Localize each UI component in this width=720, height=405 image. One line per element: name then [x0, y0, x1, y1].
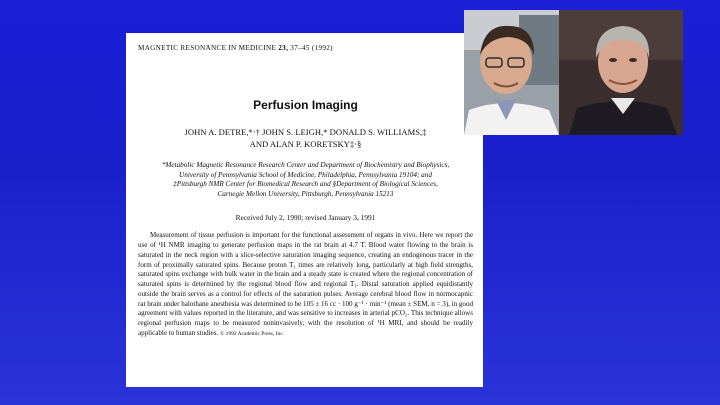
journal-name: MAGNETIC RESONANCE IN MEDICINE — [138, 44, 277, 52]
paper-title: Perfusion Imaging — [253, 98, 358, 112]
affiliation-line: Carnegie Mellon University, Pittsburgh, Pennsylvania 15213 — [217, 189, 394, 198]
affiliation-line: University of Pennsylvania School of Medicine, Philadelphia, Pennsylvania 19104; and — [179, 170, 432, 179]
journal-header — [138, 44, 473, 52]
journal-volume: 23, — [278, 44, 289, 52]
affiliation-line: *Metabolic Magnetic Resonance Research Center and Department of Biochemistry and Biophysics, — [161, 161, 450, 169]
abstract-text: Measurement of tissue perfusion is important for the functional assessment of organs in vivo. Here we report the use of ¹H NMR imaging to generate perfusion maps in the rat brain at 4.7 T. Blood water flowing to the brain is saturated in the neck region with a slice-selective saturation imaging sequence, creating an endogenous tracer in the form of proximally saturated spins. Because proton T₁ times are relatively long, particularly at high field strengths, saturated spins exchange with bulk water in the brain and a steady state is created where the regional concentration of saturated spins is determined by the regional blood flow and regional T₁. Distal saturation applied equidistantly outside the brain serves as a control for effects of the saturation pulses. Average cerebral blood flow in normocapnic rat brain under halothane anesthesia was determined to be 105 ± 16 cc · 100 g⁻¹ · min⁻¹ (mean ± SEM, n = 3), in good agreement with values reported in the literature, and was sensitive to increases in arterial pCO₂. This technique allows regional perfusion maps to be measured noninvasively, with the resolution of ¹H MRI, and should be readily applicable to human studies. — [138, 231, 473, 337]
author-photo-left — [464, 10, 559, 135]
portrait-photo — [464, 10, 559, 135]
affiliation-line: ‡Pittsburgh NMR Center for Biomedical Research and §Department of Biological Sciences, — [173, 180, 438, 189]
affiliations — [138, 161, 473, 199]
authors-line-2: AND ALAN P. KORETSKY‡·§ — [249, 139, 362, 149]
copyright: © 1992 Academic Press, Inc. — [220, 330, 285, 337]
portrait-photo — [559, 10, 683, 135]
author-photo-right — [559, 10, 683, 135]
authors-line-1: JOHN A. DETRE,*·† JOHN S. LEIGH,* DONALD S. WILLIAMS,‡ — [184, 127, 427, 137]
journal-pages: 37–45 (1992) — [290, 44, 333, 52]
author-list — [138, 126, 473, 150]
received-dates: Received July 2, 1990; revised January 3, 1991 — [235, 213, 376, 223]
abstract — [138, 231, 473, 339]
paper-page — [126, 33, 483, 387]
